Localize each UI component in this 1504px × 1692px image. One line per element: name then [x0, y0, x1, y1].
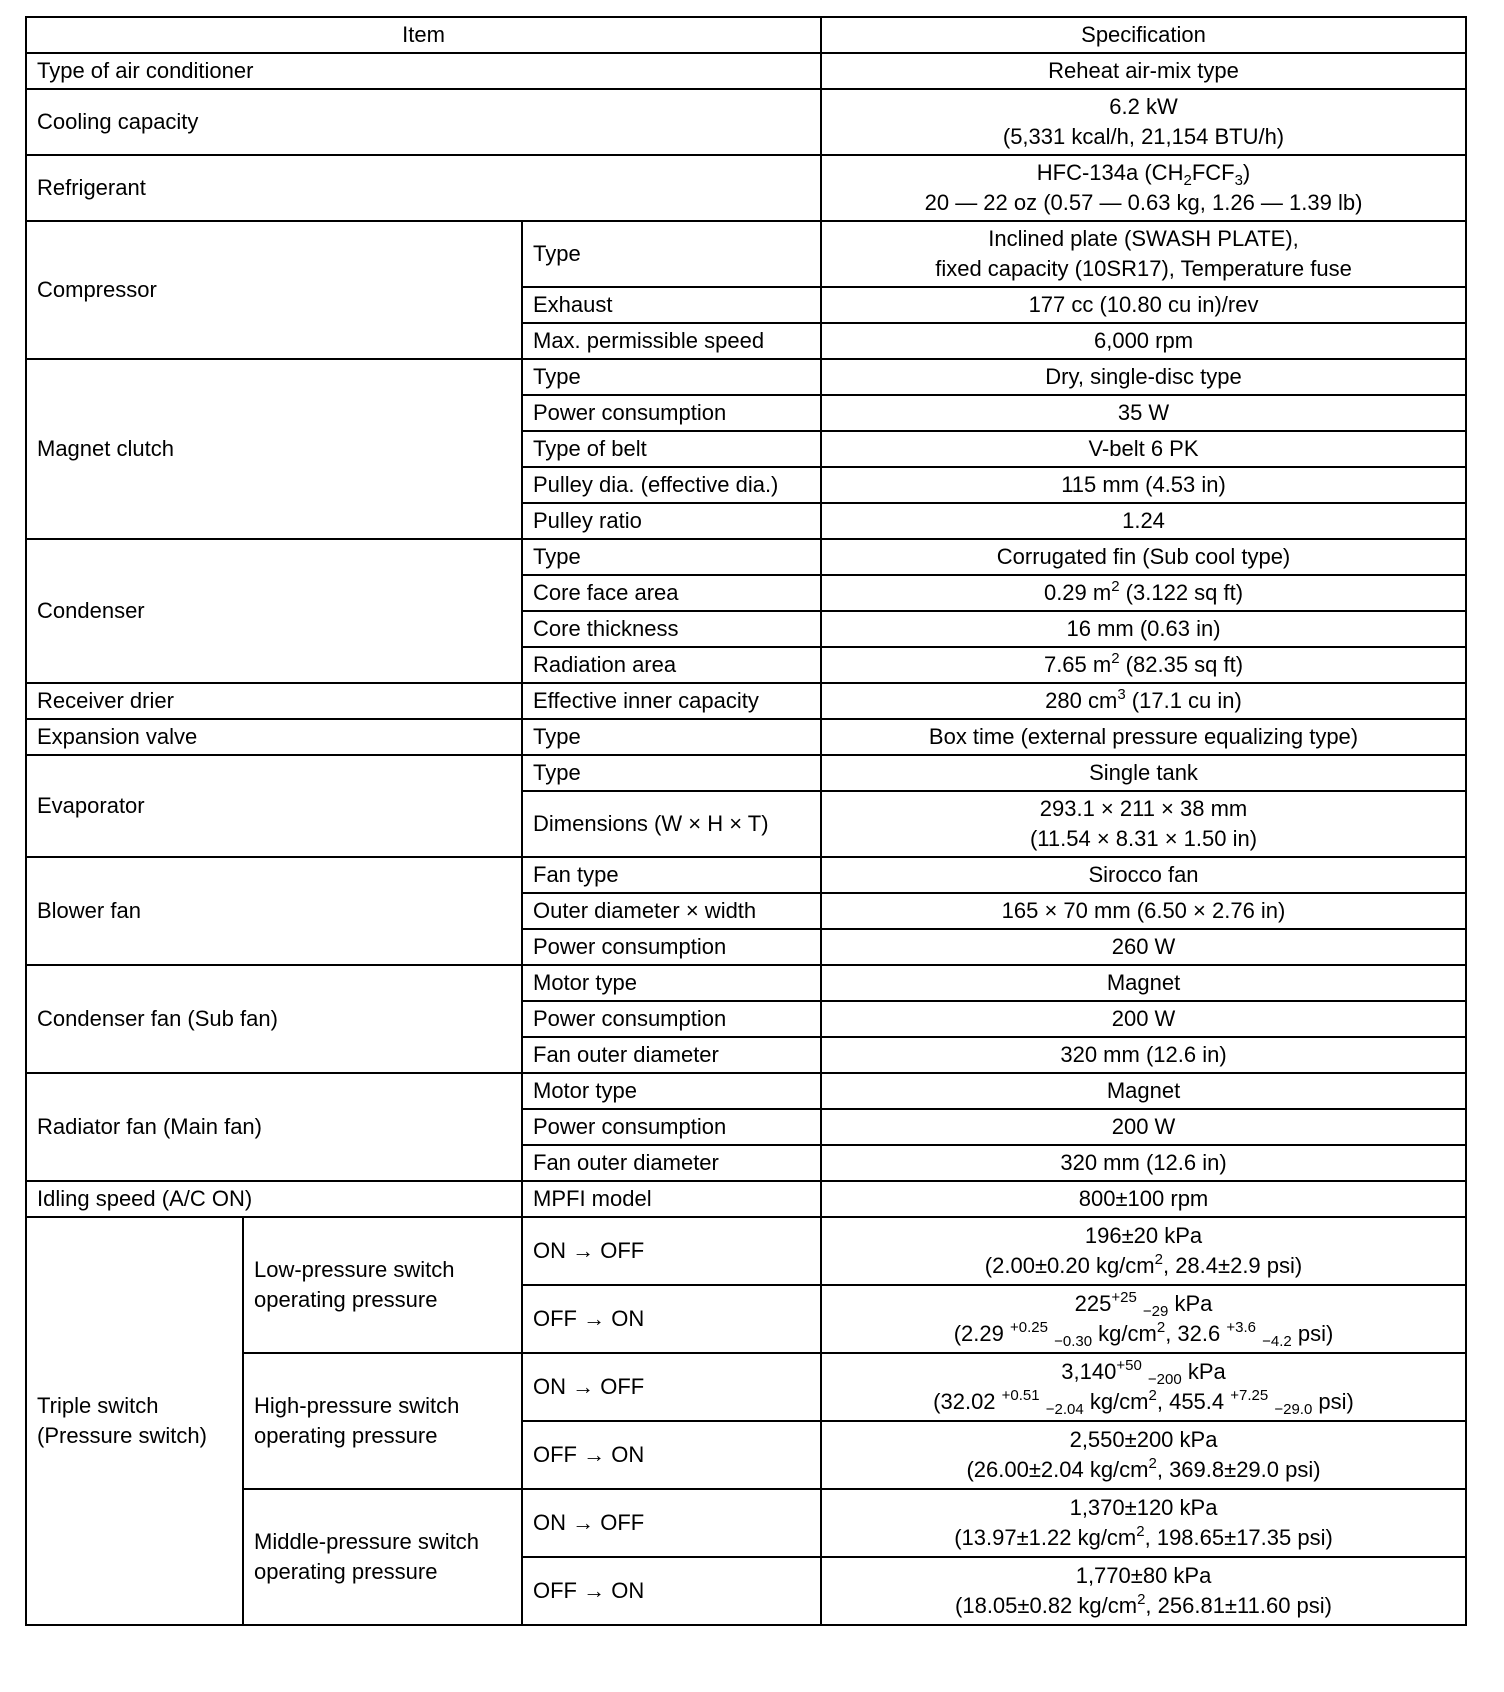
switch-label: [243, 1217, 522, 1353]
sub-label: Type: [522, 755, 821, 791]
label-line: operating pressure: [254, 1559, 438, 1584]
text: (82.35 sq ft): [1119, 652, 1244, 677]
superscript: 2: [1111, 578, 1120, 595]
sub-label: Radiation area: [522, 647, 821, 683]
value-line: (11.54 × 8.31 × 1.50 in): [1029, 826, 1258, 851]
group-label: Compressor: [26, 221, 522, 359]
row-value: 1.24: [821, 503, 1466, 539]
table-row: [26, 359, 1466, 395]
table-row: [26, 155, 1466, 221]
row-value: 177 cc (10.80 cu in)/rev: [821, 287, 1466, 323]
group-label: Idling speed (A/C ON): [26, 1181, 522, 1217]
subscript: −29: [1142, 1303, 1169, 1320]
value-line: [832, 1523, 1455, 1553]
row-value: Sirocco fan: [821, 857, 1466, 893]
row-value: 35 W: [821, 395, 1466, 431]
row-value: [821, 1285, 1466, 1353]
superscript: 2: [1137, 1591, 1146, 1608]
sub-label: Fan outer diameter: [522, 1037, 821, 1073]
superscript: 2: [1154, 1251, 1163, 1268]
row-value: 6,000 rpm: [821, 323, 1466, 359]
text: HFC-134a (CH: [1036, 160, 1184, 185]
switch-label: [243, 1353, 522, 1489]
group-label: Magnet clutch: [26, 359, 522, 539]
row-value: Dry, single-disc type: [821, 359, 1466, 395]
text: , 28.4±2.9 psi): [1162, 1253, 1303, 1278]
text: (2.00±0.20 kg/cm: [984, 1253, 1155, 1278]
label-line: Triple switch: [37, 1393, 159, 1418]
switch-label: [243, 1489, 522, 1625]
superscript: +0.25: [1010, 1319, 1048, 1336]
row-value: 800±100 rpm: [821, 1181, 1466, 1217]
text: psi): [1291, 1321, 1334, 1346]
text: , 256.81±11.60 psi): [1145, 1593, 1332, 1618]
group-label: Evaporator: [26, 755, 522, 857]
sub-label: Pulley ratio: [522, 503, 821, 539]
row-value: Box time (external pressure equalizing type): [821, 719, 1466, 755]
transition-label: ON → OFF: [522, 1489, 821, 1557]
ac-specification-table: [25, 16, 1467, 1626]
row-value: 165 × 70 mm (6.50 × 2.76 in): [821, 893, 1466, 929]
row-value: Magnet: [821, 965, 1466, 1001]
text: 7.65 m: [1043, 652, 1112, 677]
text: ): [1242, 160, 1251, 185]
row-value: [821, 89, 1466, 155]
group-label: Condenser fan (Sub fan): [26, 965, 522, 1073]
value-line: [832, 1357, 1455, 1387]
row-value: [821, 221, 1466, 287]
sub-label: Max. permissible speed: [522, 323, 821, 359]
header-specification: Specification: [821, 17, 1466, 53]
text: (26.00±2.04 kg/cm: [966, 1457, 1149, 1482]
group-label: Condenser: [26, 539, 522, 683]
value-line: 6.2 kW: [1109, 94, 1178, 119]
table-row: [26, 53, 1466, 89]
text: 225: [1074, 1291, 1112, 1316]
text: , 198.65±17.35 psi): [1144, 1525, 1333, 1550]
row-label: Type of air conditioner: [26, 53, 821, 89]
value-line: Inclined plate (SWASH PLATE),: [988, 226, 1299, 251]
superscript: +3.6: [1226, 1319, 1256, 1336]
text: , 369.8±29.0 psi): [1156, 1457, 1321, 1482]
sub-label: Power consumption: [522, 395, 821, 431]
text: (2.29: [953, 1321, 1010, 1346]
text: kPa: [1181, 1359, 1226, 1384]
label-line: operating pressure: [254, 1287, 438, 1312]
table-row: [26, 1217, 1466, 1285]
sub-label: Effective inner capacity: [522, 683, 821, 719]
text: (32.02: [933, 1389, 1002, 1414]
row-value: [821, 1557, 1466, 1625]
row-value: [821, 1353, 1466, 1421]
text: (18.05±0.82 kg/cm: [955, 1593, 1138, 1618]
sub-label: Fan type: [522, 857, 821, 893]
value-line: 1,770±80 kPa: [1075, 1563, 1212, 1588]
group-label: [26, 1217, 243, 1625]
transition-label: OFF → ON: [522, 1557, 821, 1625]
label-line: Low-pressure switch: [254, 1257, 455, 1282]
superscript: 2: [1136, 1523, 1145, 1540]
row-value: [821, 575, 1466, 611]
sub-label: Power consumption: [522, 1109, 821, 1145]
value-line: [832, 1455, 1455, 1485]
transition-label: ON → OFF: [522, 1353, 821, 1421]
table-row: [26, 539, 1466, 575]
row-value: [821, 1217, 1466, 1285]
sub-label: Outer diameter × width: [522, 893, 821, 929]
sub-label: Type: [522, 719, 821, 755]
text: , 32.6: [1165, 1321, 1227, 1346]
value-line: [832, 1251, 1455, 1281]
superscript: 2: [1111, 650, 1120, 667]
text: 280 cm: [1045, 688, 1118, 713]
label-line: Middle-pressure switch: [254, 1529, 479, 1554]
row-value: 260 W: [821, 929, 1466, 965]
row-value: [821, 683, 1466, 719]
superscript: +0.51: [1001, 1387, 1040, 1404]
text: 0.29 m: [1043, 580, 1112, 605]
table-row: [26, 719, 1466, 755]
superscript: 2: [1156, 1319, 1166, 1336]
value-line: 196±20 kPa: [1084, 1223, 1203, 1248]
subscript: −200: [1147, 1371, 1182, 1388]
superscript: +50: [1116, 1357, 1142, 1374]
subscript: −29.0: [1274, 1401, 1313, 1418]
row-value: Single tank: [821, 755, 1466, 791]
sub-label: Pulley dia. (effective dia.): [522, 467, 821, 503]
sub-label: Core thickness: [522, 611, 821, 647]
row-value: [821, 647, 1466, 683]
table-row: [26, 1181, 1466, 1217]
row-value: 200 W: [821, 1001, 1466, 1037]
row-value: Reheat air-mix type: [821, 53, 1466, 89]
value-line: [832, 1591, 1455, 1621]
value-line: [832, 1387, 1455, 1417]
table-row: [26, 965, 1466, 1001]
sub-label: Motor type: [522, 1073, 821, 1109]
row-value: 16 mm (0.63 in): [821, 611, 1466, 647]
text: kg/cm: [1083, 1389, 1149, 1414]
subscript: −0.30: [1054, 1333, 1093, 1350]
value-line: [832, 158, 1455, 188]
row-value: [821, 1421, 1466, 1489]
text: psi): [1312, 1389, 1354, 1414]
row-value: 115 mm (4.53 in): [821, 467, 1466, 503]
sub-label: Type of belt: [522, 431, 821, 467]
transition-label: OFF → ON: [522, 1285, 821, 1353]
superscript: 2: [1148, 1455, 1157, 1472]
text: (3.122 sq ft): [1119, 580, 1244, 605]
table-row: [26, 89, 1466, 155]
sub-label: Power consumption: [522, 929, 821, 965]
sub-label: MPFI model: [522, 1181, 821, 1217]
row-label: Cooling capacity: [26, 89, 821, 155]
superscript: 2: [1148, 1387, 1157, 1404]
row-label: Refrigerant: [26, 155, 821, 221]
sub-label: Dimensions (W × H × T): [522, 791, 821, 857]
row-value: Magnet: [821, 1073, 1466, 1109]
group-label: Radiator fan (Main fan): [26, 1073, 522, 1181]
sub-label: Core face area: [522, 575, 821, 611]
sub-label: Type: [522, 359, 821, 395]
value-line: 1,370±120 kPa: [1069, 1495, 1218, 1520]
label-line: operating pressure: [254, 1423, 438, 1448]
text: (13.97±1.22 kg/cm: [954, 1525, 1137, 1550]
header-row: [26, 17, 1466, 53]
table-row: [26, 1073, 1466, 1109]
text: kg/cm: [1092, 1321, 1157, 1346]
value-line: 20 — 22 oz (0.57 — 0.63 kg, 1.26 — 1.39 lb): [924, 190, 1363, 215]
subscript: 3: [1234, 172, 1243, 189]
sub-label: Power consumption: [522, 1001, 821, 1037]
sub-label: Type: [522, 221, 821, 287]
sub-label: Motor type: [522, 965, 821, 1001]
row-value: 200 W: [821, 1109, 1466, 1145]
sub-label: Exhaust: [522, 287, 821, 323]
value-line: 293.1 × 211 × 38 mm: [1039, 796, 1248, 821]
row-value: [821, 1489, 1466, 1557]
transition-label: ON → OFF: [522, 1217, 821, 1285]
subscript: −2.04: [1045, 1401, 1084, 1418]
text: , 455.4: [1156, 1389, 1231, 1414]
value-line: 2,550±200 kPa: [1069, 1427, 1218, 1452]
row-value: 320 mm (12.6 in): [821, 1037, 1466, 1073]
value-line: [832, 1319, 1455, 1349]
superscript: +7.25: [1230, 1387, 1269, 1404]
group-label: Expansion valve: [26, 719, 522, 755]
label-line: High-pressure switch: [254, 1393, 460, 1418]
label-line: (Pressure switch): [37, 1423, 207, 1448]
text: 3,140: [1061, 1359, 1117, 1384]
sub-label: Type: [522, 539, 821, 575]
header-item: Item: [26, 17, 821, 53]
row-value: [821, 791, 1466, 857]
superscript: 3: [1117, 686, 1126, 703]
value-line: (5,331 kcal/h, 21,154 BTU/h): [1002, 124, 1285, 149]
row-value: 320 mm (12.6 in): [821, 1145, 1466, 1181]
text: kPa: [1168, 1291, 1213, 1316]
transition-label: OFF → ON: [522, 1421, 821, 1489]
table-row: [26, 755, 1466, 791]
table-row: [26, 683, 1466, 719]
subscript: −4.2: [1262, 1333, 1292, 1350]
value-line: fixed capacity (10SR17), Temperature fuse: [935, 256, 1352, 281]
group-label: Receiver drier: [26, 683, 522, 719]
sub-label: Fan outer diameter: [522, 1145, 821, 1181]
table-row: [26, 857, 1466, 893]
value-line: [832, 1289, 1455, 1319]
subscript: 2: [1183, 172, 1192, 189]
row-value: [821, 155, 1466, 221]
text: FCF: [1191, 160, 1235, 185]
row-value: V-belt 6 PK: [821, 431, 1466, 467]
group-label: Blower fan: [26, 857, 522, 965]
table-row: [26, 221, 1466, 287]
text: (17.1 cu in): [1125, 688, 1242, 713]
superscript: +25: [1111, 1289, 1137, 1306]
row-value: Corrugated fin (Sub cool type): [821, 539, 1466, 575]
